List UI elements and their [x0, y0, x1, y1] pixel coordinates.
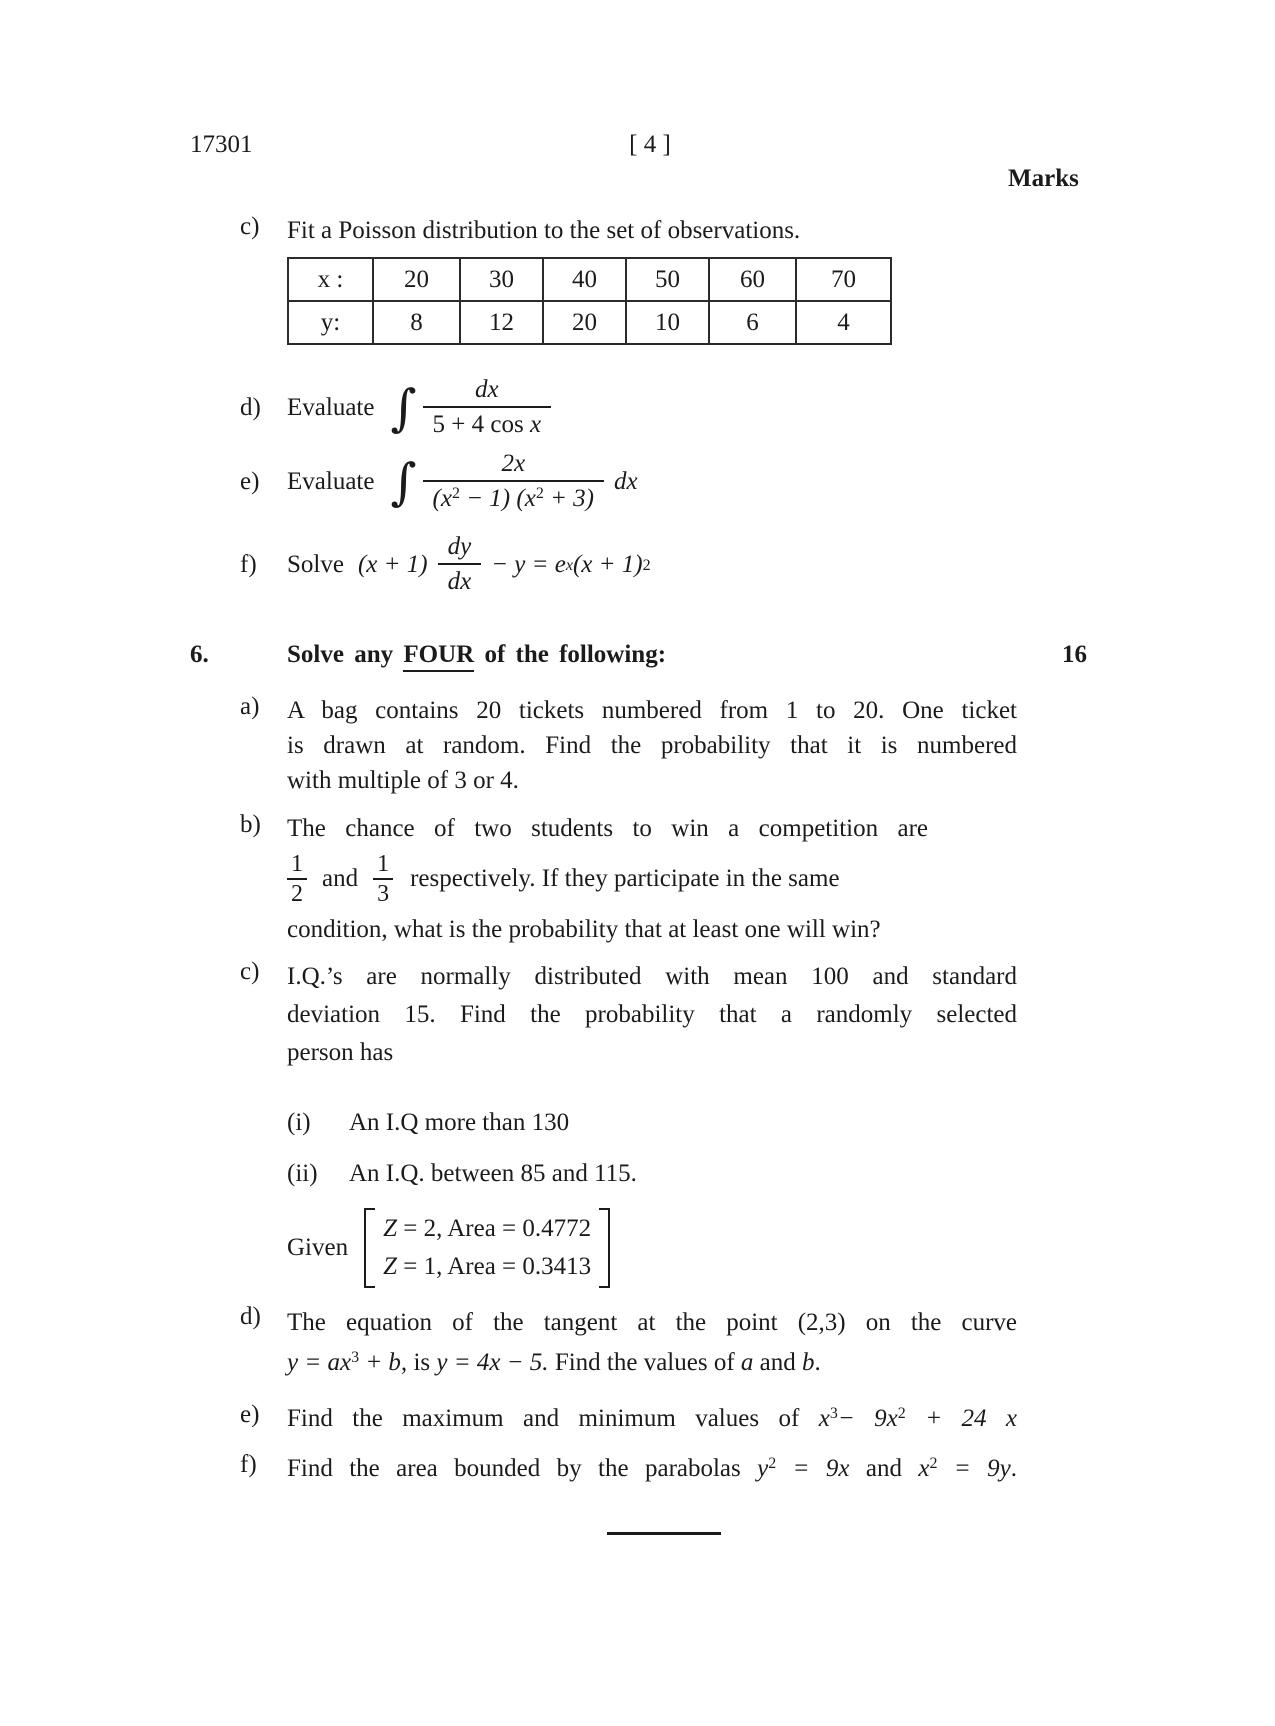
exponent: 3 [829, 1404, 838, 1422]
fraction-numerator: 2x [501, 450, 526, 477]
exponent: 2 [768, 1454, 777, 1472]
table-cell: 60 [709, 258, 796, 301]
integral-icon: ∫ [390, 453, 417, 511]
question-6c-line3: person has [287, 1039, 394, 1066]
question-6f-label: f) [240, 1451, 257, 1478]
table-header-y: y: [288, 301, 373, 344]
question-6c-ii [287, 1156, 637, 1191]
question-6c [240, 958, 1017, 1072]
question-6e-label: e) [240, 1401, 260, 1428]
fraction-denominator: 3 [373, 878, 393, 908]
question-5e-text: Evaluate [287, 468, 375, 495]
table-cell: 4 [796, 301, 891, 344]
given-values [287, 1208, 610, 1288]
table-cell: 70 [796, 258, 891, 301]
table-cell: 6 [709, 301, 796, 344]
question-6a-line2: is drawn at random. Find the probability that it is numbered [287, 732, 1017, 759]
title-part: Solve any [287, 641, 404, 668]
page-number: [ 4 ] [629, 131, 671, 158]
fraction-denominator: dx [438, 563, 482, 597]
exponent: 2 [451, 484, 460, 502]
variable-b: b [802, 1349, 815, 1376]
exponent: 2 [535, 484, 544, 502]
table-cell: 8 [373, 301, 460, 344]
sub-item-ii-text: An I.Q. between 85 and 115. [349, 1160, 637, 1187]
equation-part: = 9x [776, 1455, 850, 1482]
table-header-x: x : [288, 258, 373, 301]
question-6e [240, 1401, 1018, 1436]
fraction [438, 533, 482, 597]
fraction-denominator [423, 406, 552, 440]
fraction-numerator: dx [474, 376, 499, 403]
equation-part: − 9x [837, 1405, 898, 1432]
fraction-one-third [373, 851, 393, 908]
question-5c-text: Fit a Poisson distribution to the set of observations. [287, 217, 801, 244]
fraction [423, 450, 605, 514]
observations-table [287, 257, 892, 345]
table-row-y [288, 301, 891, 344]
equation-part: x [918, 1455, 930, 1482]
left-bracket [364, 1208, 375, 1288]
question-5d-label: d) [240, 394, 261, 421]
question-6d-line1: The equation of the tangent at the point (2,3) on the curve [287, 1309, 1017, 1336]
question-6a-line3: with multiple of 3 or 4. [287, 767, 519, 794]
text-and: and [322, 865, 359, 892]
equation-part: − y = e [491, 551, 566, 578]
equation-part: + b, [359, 1349, 408, 1376]
sub-item-ii-label: (ii) [287, 1160, 318, 1187]
question-5f-label: f) [240, 551, 257, 578]
question-6b-line3: condition, what is the probability that at least one will win? [287, 916, 881, 943]
fraction-denominator [423, 480, 605, 514]
exam-code: 17301 [190, 131, 253, 158]
question-6b-line2-text: respectively. If they participate in the same [410, 865, 840, 892]
equation-part: x [818, 1405, 830, 1432]
given-label: Given [287, 1234, 349, 1261]
given-rows [375, 1208, 599, 1288]
given-row-2-text: = 1, Area = 0.3413 [397, 1253, 592, 1280]
text-part: Find the area bounded by the parabolas [287, 1455, 758, 1482]
title-part: of the following: [474, 641, 667, 668]
sub-item-i-label: (i) [287, 1109, 311, 1136]
equation-part: (x + 1) [572, 551, 643, 578]
sub-item-i-text: An I.Q more than 130 [349, 1109, 570, 1136]
question-5f: f) Solve (x + 1) $\frac{dy}{dx}$ − y = e $^x$ (x + 1) $^2$ [240, 533, 651, 595]
end-of-paper-rule [607, 1532, 721, 1535]
denominator-variable: x [529, 411, 542, 438]
question-5f-text: Solve [287, 551, 344, 578]
denominator-part: + 3) [543, 485, 595, 512]
question-6d-line2 [287, 1343, 1017, 1383]
denominator-part: − 1) (x [459, 485, 536, 512]
right-bracket [599, 1208, 610, 1288]
equation-part: + 24 x [905, 1405, 1018, 1432]
question-6f [240, 1451, 1017, 1486]
given-row-1 [383, 1210, 591, 1248]
variable-z: Z [383, 1215, 398, 1242]
title-four-underlined: FOUR [403, 641, 474, 672]
question-5d-text: Evaluate [287, 394, 375, 421]
question-6b-line1: The chance of two students to win a competition are [287, 815, 928, 842]
question-6-marks: 16 [1062, 641, 1087, 668]
integral-icon: ∫ [390, 379, 417, 437]
equation-part: y = ax [287, 1349, 352, 1376]
table-row-x [288, 258, 891, 301]
equation-part: y [757, 1455, 769, 1482]
question-5c [240, 213, 801, 248]
text-part: and [753, 1349, 803, 1376]
fraction [423, 376, 552, 440]
question-5e-label: e) [240, 468, 260, 495]
question-6d [240, 1303, 1017, 1383]
equation-part: (x + 1) [357, 551, 428, 578]
text-part: Find the values of [548, 1349, 741, 1376]
table-cell: 40 [543, 258, 626, 301]
table-cell: 20 [373, 258, 460, 301]
exponent: 2 [897, 1404, 906, 1422]
equation-part: y = 4x − 5. [436, 1349, 549, 1376]
question-6b-fraction-line [287, 846, 928, 912]
text-part: Find the maximum and minimum values of [287, 1405, 819, 1432]
question-6b [240, 811, 928, 947]
question-6-title [287, 641, 666, 669]
question-5d [240, 375, 551, 441]
question-6a-label: a) [240, 693, 260, 720]
table-cell: 50 [626, 258, 709, 301]
fraction-denominator: 2 [287, 878, 307, 908]
differential-dx: dx [614, 468, 638, 495]
exponent: 2 [929, 1454, 938, 1472]
question-6b-label: b) [240, 811, 261, 838]
fraction-numerator: 1 [377, 850, 390, 877]
question-6a [240, 693, 1017, 798]
question-6-number: 6. [190, 641, 209, 668]
fraction-one-half [287, 851, 307, 908]
fraction-numerator: 1 [291, 850, 303, 877]
marks-column-header: Marks [1008, 165, 1079, 192]
variable-z: Z [383, 1253, 398, 1280]
question-6c-label: c) [240, 958, 260, 985]
given-row-2 [383, 1248, 591, 1286]
question-6c-line1: I.Q.’s are normally distributed with mean 100 and standard [287, 963, 1017, 990]
table-cell: 12 [460, 301, 543, 344]
question-5e [240, 447, 638, 517]
question-6c-line2: deviation 15. Find the probability that a randomly selected [287, 1001, 1017, 1028]
exponent: 3 [351, 1348, 360, 1366]
question-6e-text [287, 1401, 1017, 1436]
text-part: . [814, 1349, 821, 1376]
table-cell: 20 [543, 301, 626, 344]
text-part: and [849, 1455, 919, 1482]
question-6f-text [287, 1451, 1017, 1486]
table-cell: 30 [460, 258, 543, 301]
question-6a-line1: A bag contains 20 tickets numbered from 1 to 20. One ticket [287, 697, 1017, 724]
variable-a: a [740, 1349, 754, 1376]
question-5c-label: c) [240, 213, 260, 240]
question-6c-i [287, 1105, 569, 1140]
text-part: . [1010, 1455, 1017, 1482]
given-row-1-text: = 2, Area = 0.4772 [397, 1215, 592, 1242]
denominator-part: (x [432, 485, 452, 512]
fraction-numerator: dy [447, 533, 472, 560]
text-part: is [407, 1349, 437, 1376]
denominator-text: 5 + 4 cos [432, 411, 530, 438]
equation-part: = 9y [937, 1455, 1011, 1482]
question-6d-label: d) [240, 1303, 261, 1330]
table-cell: 10 [626, 301, 709, 344]
